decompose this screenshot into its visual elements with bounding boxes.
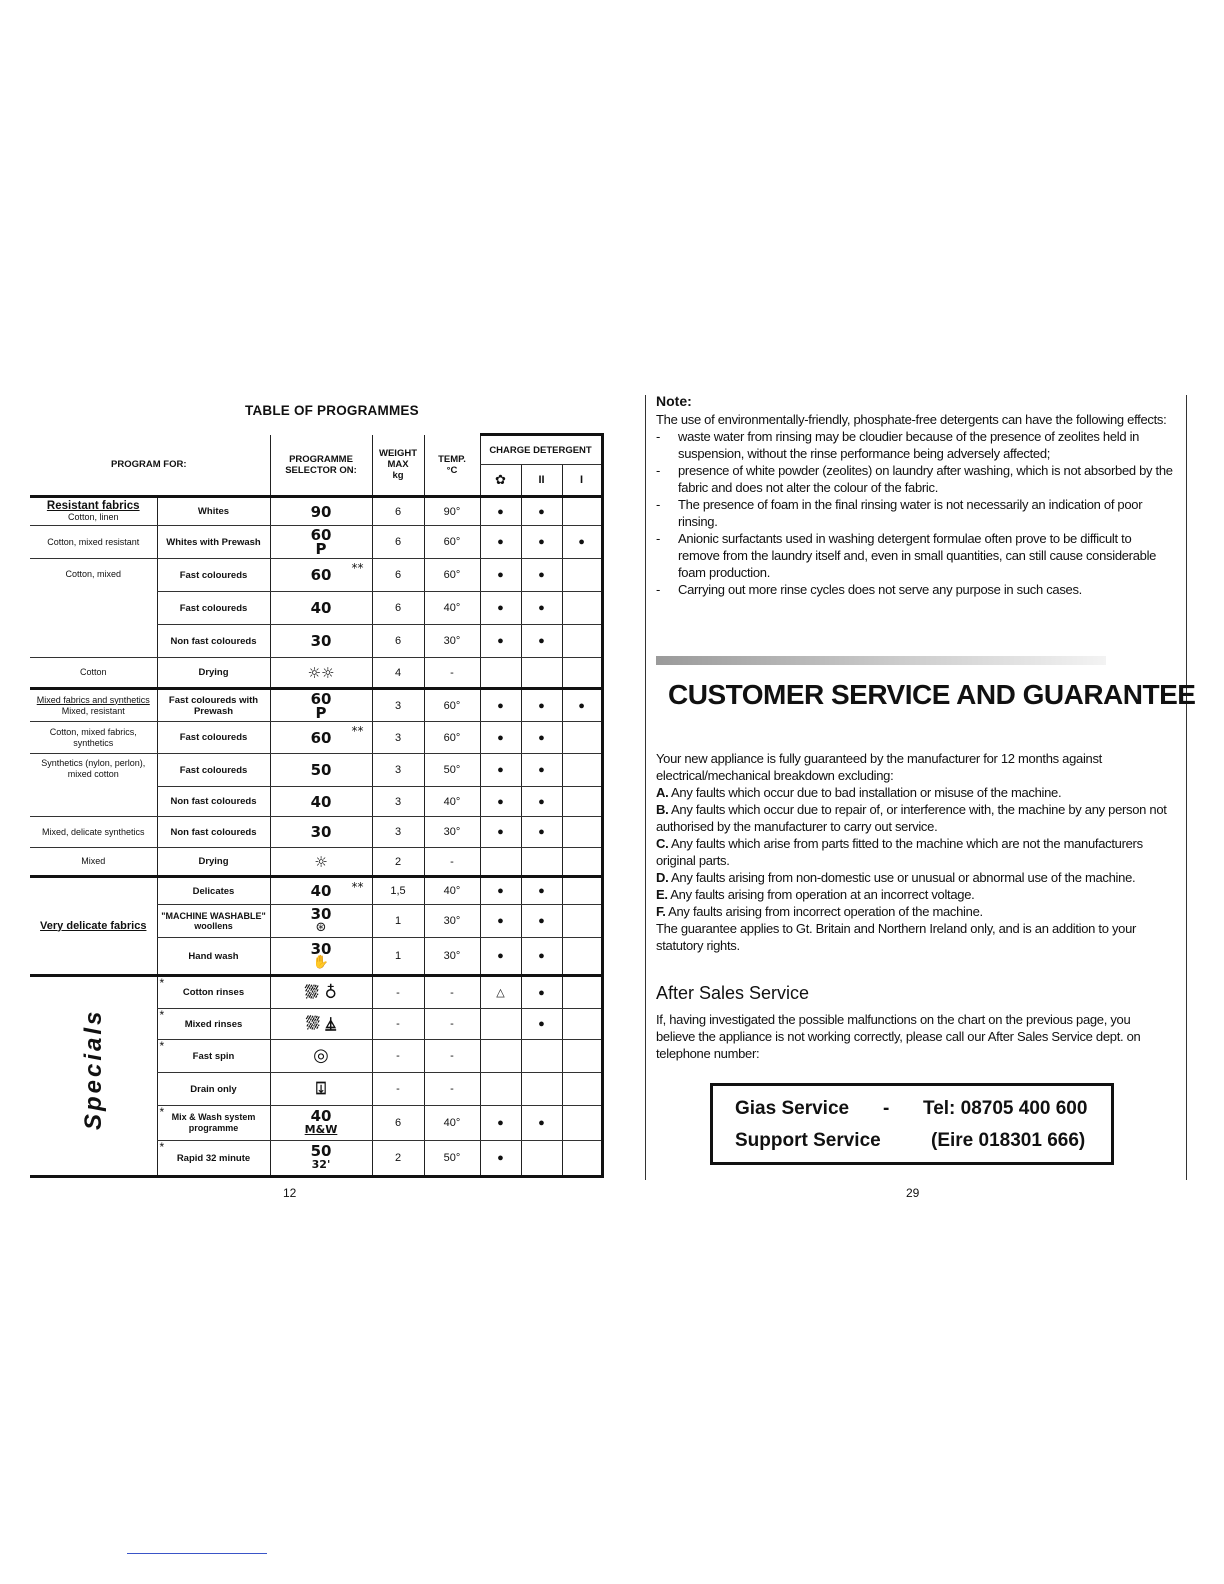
service-phone[interactable]: Tel: 08705 400 600 (923, 1098, 1088, 1119)
exclusion-item: C. Any faults which arise from parts fitted to the machine which are not the manufacturers original parts. (656, 836, 1143, 868)
guarantee-text (656, 750, 1176, 954)
category-cell: Mixed, delicate synthetics (30, 817, 157, 848)
category-cell: Mixed (30, 848, 157, 877)
guarantee-outro: The guarantee applies to Gt. Britain and Northern Ireland only, and is an addition to your statutory rights. (656, 921, 1137, 953)
table-row: Resistant fabrics Cotton, linen Whites 90 6 90° ● ● (30, 497, 602, 526)
category-cell: Cotton, mixed (30, 559, 157, 658)
list-item: - Anionic surfactants used in washing detergent formulae often prove to be difficult to remove from the laundry itself and, even in small quantities, can still cause considerable foam production. (656, 530, 1176, 581)
header-weight: WEIGHT MAX kg (372, 435, 424, 497)
support-name: Support Service (735, 1130, 881, 1151)
table-row: Synthetics (nylon, perlon), mixed cotton Fast coloureds 50 3 50° ● ● (30, 754, 602, 787)
table-row: Non fast coloureds 40 3 40° ● ● (30, 787, 602, 817)
spin-icon: ◎ (270, 1040, 372, 1073)
category-cell: Mixed fabrics and synthetics Mixed, resistant (30, 689, 157, 722)
guarantee-intro: Your new appliance is fully guaranteed by the manufacturer for 12 months against electrical/mechanical breakdown excluding: (656, 751, 1102, 783)
header-charge-detergent: CHARGE DETERGENT (480, 435, 602, 465)
table-row: Cotton, mixed Fast coloureds 60 ** 6 60° ● ● (30, 559, 602, 592)
exclusion-item: D. Any faults arising from non-domestic use or unusual or abnormal use of the machine. (656, 870, 1136, 885)
table-row: * Rapid 32 minute 50 32' 2 50° ● (30, 1141, 602, 1177)
table-row: * Mixed rinses ⛆ ⏅ - - ● (30, 1009, 602, 1040)
table-row: Cotton, mixed resistant Whites with Prewash 60 P 6 60° ● ● ● (30, 526, 602, 559)
table-row: Non fast coloureds 30 6 30° ● ● (30, 625, 602, 658)
table-row: Fast coloureds 40 6 40° ● ● (30, 592, 602, 625)
exclusion-item: B. Any faults which occur due to repair of, or interference with, the machine by any person not authorised by the manufacturer to carry out service. (656, 802, 1167, 834)
support-phone[interactable]: (Eire 018301 666) (931, 1130, 1086, 1151)
exclusion-item: E. Any faults arising from operation at an incorrect voltage. (656, 887, 975, 902)
table-title: TABLE OF PROGRAMMES (245, 403, 419, 418)
category-cell: Cotton (30, 658, 157, 689)
after-sales-body: If, having investigated the possible malfunctions on the chart on the previous page, you believe the appliance is not working correctly, please call our After Sales Service dept. on telephone number: (656, 1012, 1141, 1061)
programmes-table (30, 433, 604, 1178)
table-row: Mixed Drying ☼ 2 - (30, 848, 602, 877)
table-row: * Cotton rinses ⛆ ♁ - - △ ● (30, 976, 602, 1009)
table-row: * Fast spin ◎ - - (30, 1040, 602, 1073)
category-cell: Resistant fabrics Cotton, linen (30, 497, 157, 526)
table-row: Mixed fabrics and synthetics Mixed, resistant Fast coloureds with Prewash 60 P 3 60° ● ● ● (30, 689, 602, 722)
detergent-col-I: I (562, 465, 602, 497)
note-intro: The use of environmentally-friendly, phosphate-free detergents can have the following effects: (656, 412, 1167, 427)
table-row: * Mix & Wash system programme 40 M&W 6 40° ● ● (30, 1106, 602, 1141)
category-cell: Synthetics (nylon, perlon), mixed cotton (30, 754, 157, 817)
table-row: "MACHINE WASHABLE" woollens 30 ⊛ 1 30° ● ● (30, 905, 602, 938)
header-selector: PROGRAMME SELECTOR ON: (270, 435, 372, 497)
specials-label: Specials (80, 1008, 107, 1130)
header-temp: TEMP. °C (424, 435, 480, 497)
flower-icon: ✿ (495, 472, 506, 487)
note-heading: Note: (656, 393, 692, 409)
cotton-rinse-icon: ⛆ ♁ (270, 976, 372, 1009)
table-row: Mixed, delicate synthetics Non fast coloureds 30 3 30° ● ● (30, 817, 602, 848)
exclusion-item: F. Any faults arising from incorrect operation of the machine. (656, 904, 983, 919)
list-item: - waste water from rinsing may be cloudier because of the presence of zeolites held in suspension, without the rinse performance being adversely affected; (656, 428, 1176, 462)
drain-icon: ⍗ (270, 1073, 372, 1106)
drying-icon: ☼☼ (270, 658, 372, 689)
after-sales-title: After Sales Service (656, 983, 810, 1003)
bottom-rule (127, 1553, 267, 1554)
page-number-left: 12 (283, 1186, 297, 1200)
drying-icon: ☼ (270, 848, 372, 877)
page-divider (645, 395, 646, 1180)
list-item: - The presence of foam in the final rinsing water is not necessarily an indication of poor rinsing. (656, 496, 1176, 530)
category-cell: Cotton, mixed fabrics, synthetics (30, 722, 157, 754)
list-item: - presence of white powder (zeolites) on laundry after washing, which is not absorbed by the fabric and does not alter the colour of the fabric. (656, 462, 1176, 496)
right-margin-rule (1186, 395, 1187, 1180)
table-row: Cotton Drying ☼☼ 4 - (30, 658, 602, 689)
category-cell: Cotton, mixed resistant (30, 526, 157, 559)
service-dash: - (883, 1098, 890, 1119)
table-row: Very delicate fabrics Delicates 40 ** 1,5 40° ● ● (30, 877, 602, 905)
decorative-bar (656, 656, 1106, 665)
table-row: Hand wash 30 ✋ 1 30° ● ● (30, 938, 602, 976)
detergent-col-II: II (521, 465, 562, 497)
hand-wash-icon: ✋ (312, 955, 330, 970)
exclusion-item: A. Any faults which occur due to bad installation or misuse of the machine. (656, 785, 1062, 800)
service-contact-box (710, 1083, 1114, 1165)
customer-service-title: CUSTOMER SERVICE AND GUARANTEE (668, 679, 1196, 710)
table-row: Cotton, mixed fabrics, synthetics Fast coloureds 60 ** 3 60° ● ● (30, 722, 602, 754)
page-number-right: 29 (906, 1186, 920, 1200)
header-program-for: PROGRAM FOR: (111, 459, 187, 471)
mixed-rinse-icon: ⛆ ⏅ (270, 1009, 372, 1040)
wool-icon: ⊛ (315, 920, 327, 935)
list-item: - Carrying out more rinse cycles does not serve any purpose in such cases. (656, 581, 1176, 598)
note-list (656, 428, 1176, 598)
detergent-col-prewash (480, 465, 521, 497)
table-row: Drain only ⍗ - - (30, 1073, 602, 1106)
category-cell: Very delicate fabrics (30, 877, 157, 976)
service-name: Gias Service (735, 1098, 850, 1119)
